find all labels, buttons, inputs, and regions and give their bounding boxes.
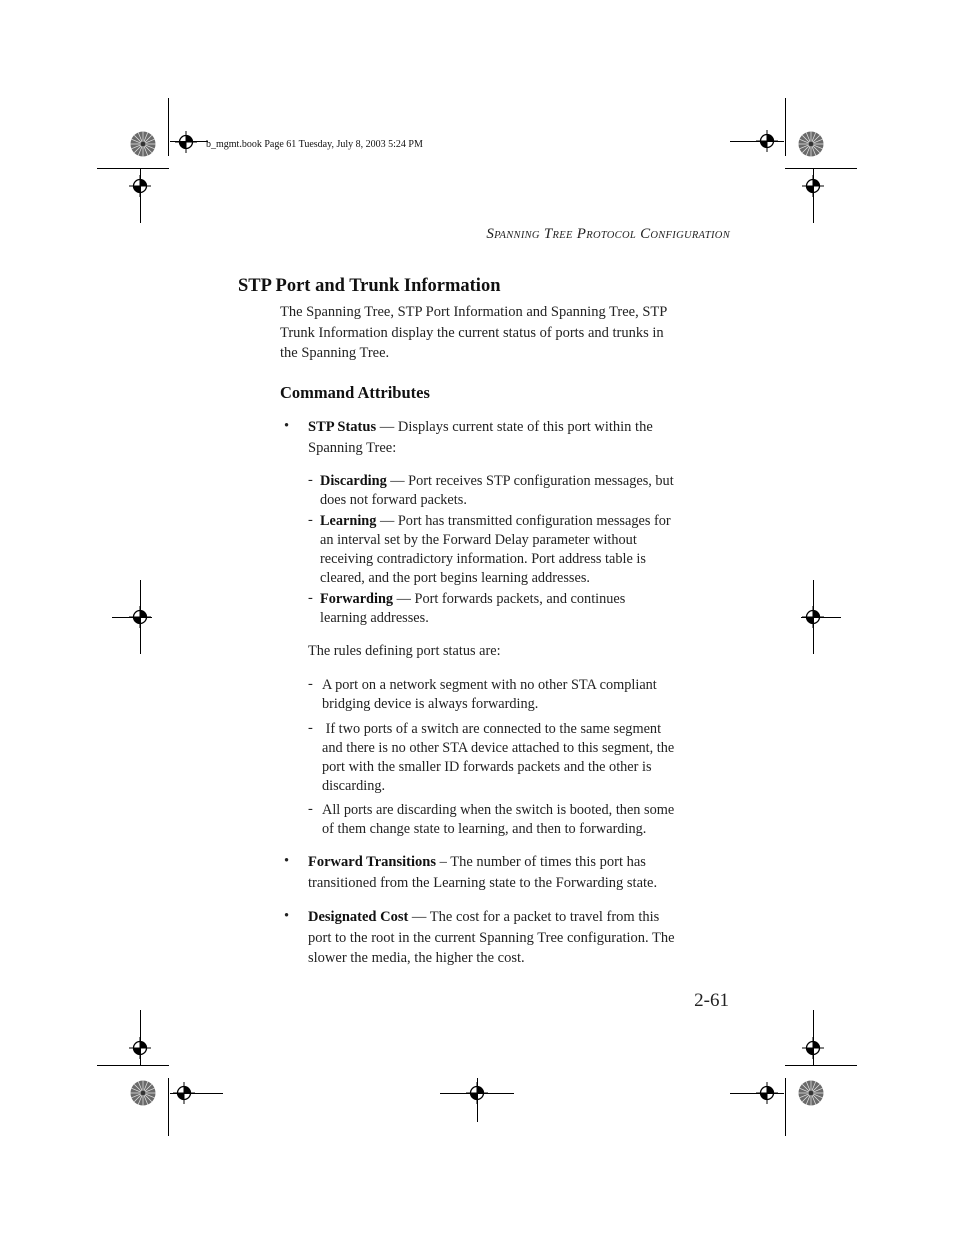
rule-item: All ports are discarding when the switch is booted, then some of them change state to learning, and then to forwarding. xyxy=(322,802,675,837)
forward-transitions-item: Forward Transitions – The number of times this port has transitioned from the Learning state to the Forwarding state. xyxy=(308,854,658,891)
dash-marker: - xyxy=(308,590,313,606)
crop-mark-line xyxy=(785,1065,857,1066)
dash-marker: - xyxy=(308,472,313,488)
rules-intro: The rules defining port status are: xyxy=(308,643,501,659)
page-number: 2-61 xyxy=(694,990,729,1011)
color-wheel-mark-icon xyxy=(130,1080,156,1106)
crop-mark-line xyxy=(168,98,169,156)
bullet-icon: • xyxy=(284,418,290,434)
section-title: STP Port and Trunk Information xyxy=(238,276,501,296)
registration-mark-icon xyxy=(756,130,778,152)
dash-marker: - xyxy=(308,676,313,692)
registration-mark-icon xyxy=(466,1082,488,1104)
registration-mark-icon xyxy=(129,1037,151,1059)
bullet-icon: • xyxy=(284,908,290,924)
state-forwarding: Forwarding — Port forwards packets, and continues learning addresses. xyxy=(320,591,626,626)
color-wheel-mark-icon xyxy=(798,131,824,157)
designated-cost-item: Designated Cost — The cost for a packet to travel from this port to the root in the current Spanning Tree configuration. The slower the media, the higher the cost. xyxy=(308,909,675,966)
registration-mark-icon xyxy=(802,1037,824,1059)
dash-marker: - xyxy=(308,720,313,736)
registration-mark-icon xyxy=(802,175,824,197)
crop-mark-line xyxy=(168,1078,169,1136)
color-wheel-mark-icon xyxy=(798,1080,824,1106)
registration-mark-icon xyxy=(129,175,151,197)
crop-mark-line xyxy=(785,98,786,156)
crop-mark-line xyxy=(785,1078,786,1136)
command-attributes-heading: Command Attributes xyxy=(280,383,430,402)
registration-mark-icon xyxy=(173,1082,195,1104)
stp-status-item: STP Status — Displays current state of this port within the Spanning Tree: xyxy=(308,419,653,456)
registration-mark-icon xyxy=(802,606,824,628)
state-discarding: Discarding — Port receives STP configuration messages, but does not forward packets. xyxy=(320,473,674,508)
dash-marker: - xyxy=(308,512,313,528)
registration-mark-icon xyxy=(129,606,151,628)
color-wheel-mark-icon xyxy=(130,131,156,157)
rule-item: If two ports of a switch are connected to the same segment and there is no other STA device attached to this segment, the port with the smaller ID forwards packets and the other is discarding. xyxy=(322,721,675,794)
crop-mark-line xyxy=(97,1065,169,1066)
rule-item: A port on a network segment with no other STA compliant bridging device is always forwarding. xyxy=(322,677,657,712)
bullet-icon: • xyxy=(284,853,290,869)
running-head: SPANNING TREE PROTOCOL CONFIGURATION xyxy=(486,226,730,242)
crop-mark-line xyxy=(97,168,169,169)
dash-marker: - xyxy=(308,801,313,817)
registration-mark-icon xyxy=(756,1082,778,1104)
state-learning: Learning — Port has transmitted configuration messages for an interval set by the Forward Delay parameter without receiving contradictory information. Port address table is cleared, and the port begins learning addresses. xyxy=(320,513,671,586)
crop-mark-line xyxy=(785,168,857,169)
registration-mark-icon xyxy=(175,131,197,153)
print-header: b_mgmt.book Page 61 Tuesday, July 8, 2003 5:24 PM xyxy=(206,139,423,150)
intro-paragraph: The Spanning Tree, STP Port Information and Spanning Tree, STP Trunk Information display the current status of ports and trunks in the Spanning Tree. xyxy=(280,304,668,361)
